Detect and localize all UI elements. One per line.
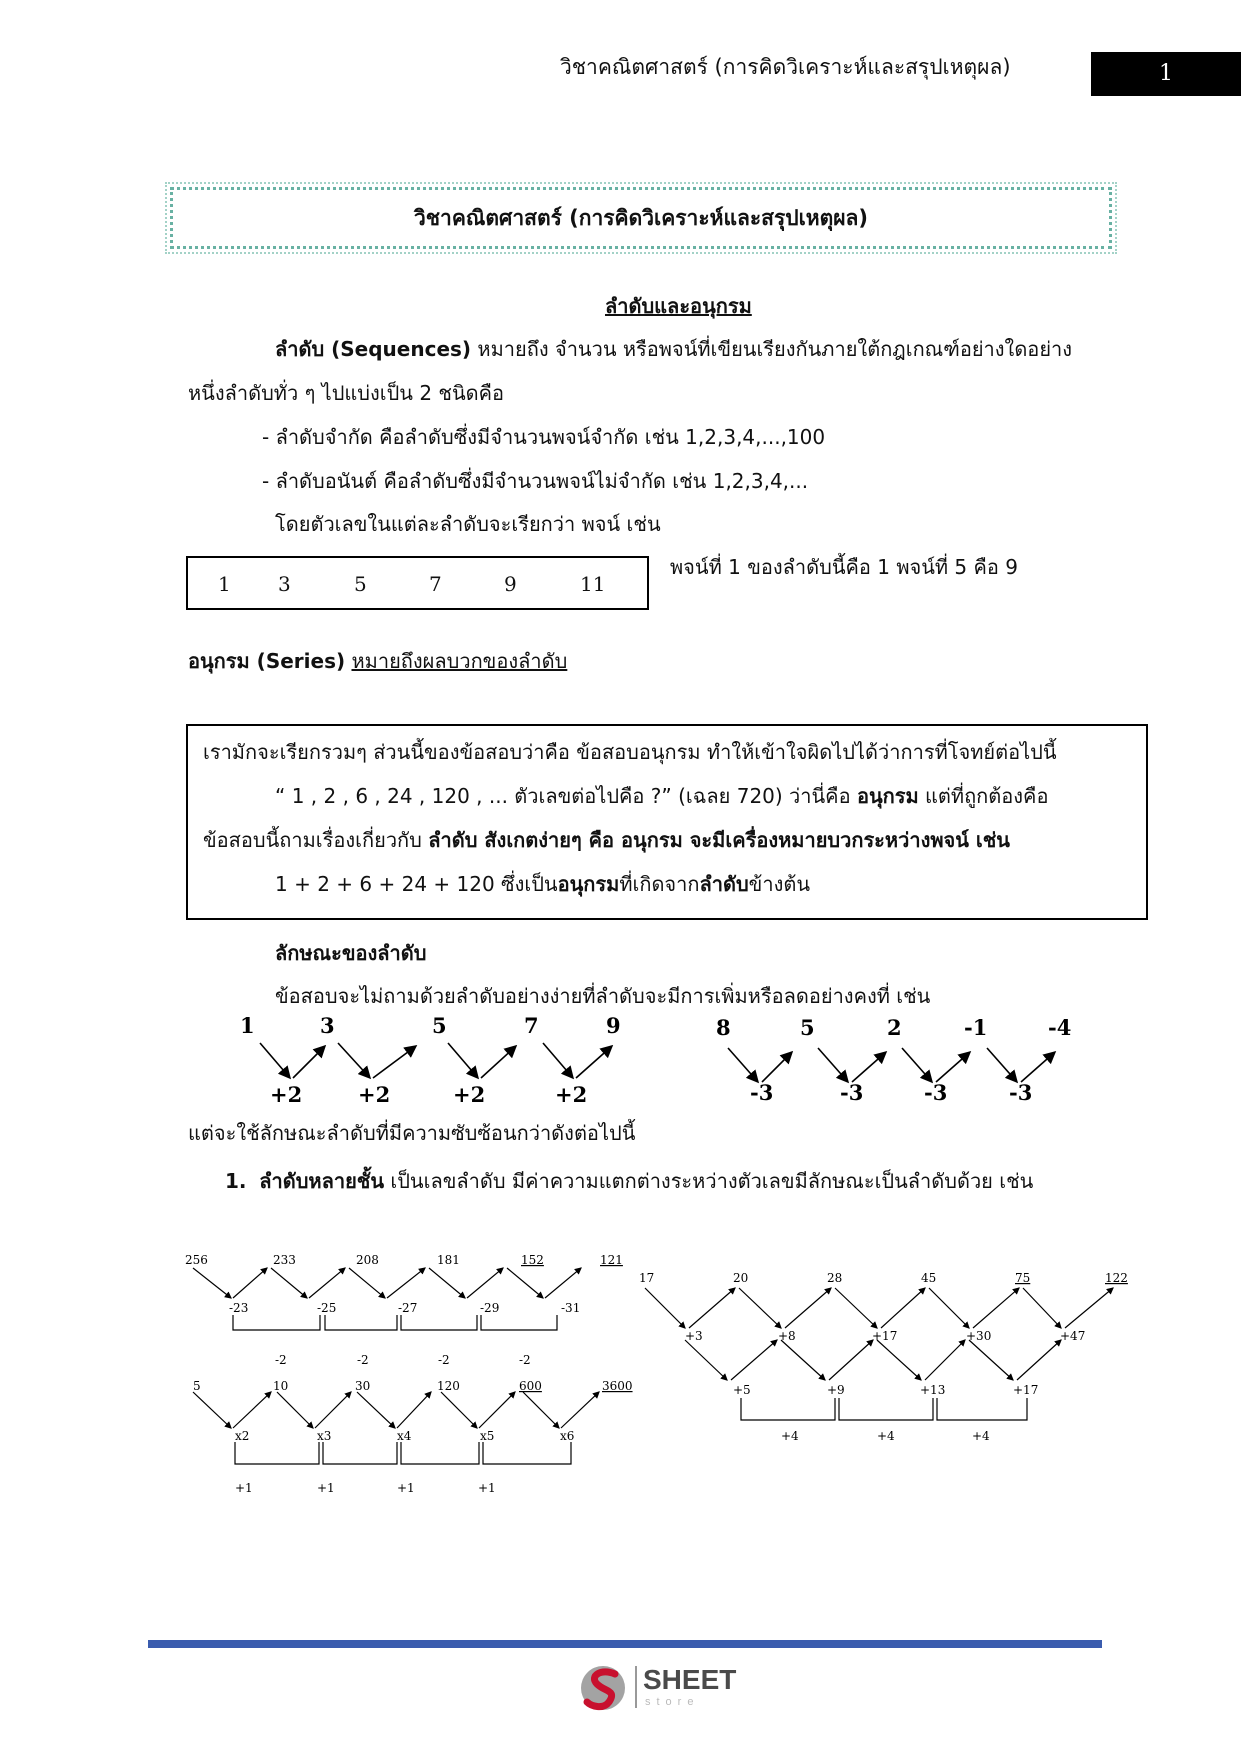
characteristics-heading: ลักษณะของลำดับ bbox=[275, 941, 427, 965]
seq2-diff: -3 bbox=[1009, 1080, 1033, 1105]
section-heading: ลำดับและอนุกรม bbox=[605, 294, 752, 318]
diagram-b-second: +1 bbox=[397, 1481, 415, 1495]
diagram-b-diff: x4 bbox=[397, 1429, 412, 1443]
diagram-c-diff: +17 bbox=[872, 1329, 898, 1343]
diagram-c-third: +4 bbox=[877, 1429, 895, 1443]
diagram-a-term: 181 bbox=[437, 1253, 460, 1267]
footer-logo bbox=[575, 1662, 755, 1714]
diagram-b-term: 120 bbox=[437, 1379, 460, 1393]
item-1-term: ลำดับหลายชั้น bbox=[259, 1169, 385, 1193]
diagram-c-diff: +47 bbox=[1060, 1329, 1086, 1343]
diagram-b-second: +1 bbox=[478, 1481, 496, 1495]
note-line-4b: อนุกรม bbox=[557, 872, 620, 896]
logo-divider bbox=[635, 1666, 637, 1708]
diagram-a-term: 152 bbox=[521, 1253, 544, 1267]
seq1-term: 9 bbox=[606, 1013, 621, 1038]
item-1-text: เป็นเลขลำดับ มีค่าความแตกต่างระหว่างตัวเลขมีลักษณะเป็นลำดับด้วย เช่น bbox=[384, 1169, 1034, 1193]
diagram-c-diff: +8 bbox=[778, 1329, 796, 1343]
diagram-c-diff2: +13 bbox=[920, 1383, 946, 1397]
seq2-term: 2 bbox=[887, 1015, 902, 1040]
diagram-c-third: +4 bbox=[781, 1429, 799, 1443]
seq1-term: 3 bbox=[320, 1013, 335, 1038]
example-term: 11 bbox=[580, 572, 606, 596]
bullet-infinite: - ลำดับอนันต์ คือลำดับซึ่งมีจำนวนพจน์ไม่จำกัด เช่น 1,2,3,4,... bbox=[262, 469, 809, 493]
diagram-a-term: 208 bbox=[356, 1253, 379, 1267]
seq2-diff: -3 bbox=[750, 1080, 774, 1105]
diagram-c-diff2: +9 bbox=[827, 1383, 845, 1397]
seq2-term: 8 bbox=[716, 1015, 731, 1040]
note-line-4a: 1 + 2 + 6 + 24 + 120 ซึ่งเป็น bbox=[275, 872, 558, 896]
diagram-c-term: 20 bbox=[733, 1271, 749, 1285]
diagram-b-term: 3600 bbox=[602, 1379, 633, 1393]
series-def-text: หมายถึงผลบวกของลำดับ bbox=[351, 649, 568, 673]
note-line-3a: ข้อสอบนี้ถามเรื่องเกี่ยวกับ bbox=[203, 828, 429, 852]
definition-term: ลำดับ (Sequences) bbox=[275, 337, 472, 361]
seq2-term: -1 bbox=[964, 1015, 988, 1040]
title-box-text: วิชาคณิตศาสตร์ (การคิดวิเคราะห์และสรุปเหตุผล) bbox=[414, 206, 868, 230]
diagram-c-diff: +3 bbox=[685, 1329, 703, 1343]
logo-main-text: SHEET bbox=[643, 1664, 737, 1695]
diagram-a-diff: -29 bbox=[480, 1301, 500, 1315]
simple-sequence-decreasing bbox=[700, 1008, 1080, 1108]
logo-sub-text: store bbox=[645, 1696, 700, 1708]
example-term: 7 bbox=[429, 572, 442, 596]
example-term: 5 bbox=[354, 572, 367, 596]
example-term: 1 bbox=[218, 572, 231, 596]
note-line-4e: ข้างต้น bbox=[748, 872, 810, 896]
diagram-b-second: +1 bbox=[235, 1481, 253, 1495]
diagram-c-term: 45 bbox=[921, 1271, 937, 1285]
diagram-c-diff: +30 bbox=[966, 1329, 992, 1343]
diagram-b-second: +1 bbox=[317, 1481, 335, 1495]
note-line-4d: ลำดับ bbox=[699, 872, 749, 896]
diagram-b-diff: x3 bbox=[317, 1429, 332, 1443]
diagram-a-term: 121 bbox=[600, 1253, 623, 1267]
diagram-b-diff: x5 bbox=[480, 1429, 495, 1443]
seq1-diff: +2 bbox=[270, 1082, 303, 1107]
complex-intro: แต่จะใช้ลักษณะลำดับที่มีความซับซ้อนกว่าดังต่อไปนี้ bbox=[188, 1121, 636, 1145]
series-term: อนุกรม (Series) bbox=[188, 649, 346, 673]
diagram-a-diff: -25 bbox=[317, 1301, 337, 1315]
seq2-term: 5 bbox=[800, 1015, 815, 1040]
term-intro: โดยตัวเลขในแต่ละลำดับจะเรียกว่า พจน์ เช่น bbox=[275, 512, 661, 536]
diagram-c-diff2: +17 bbox=[1013, 1383, 1039, 1397]
footer-bar bbox=[148, 1640, 1102, 1648]
note-line-2c: แต่ที่ถูกต้องคือ bbox=[918, 784, 1049, 808]
diagram-b-diff: x2 bbox=[235, 1429, 250, 1443]
example-term: 3 bbox=[278, 572, 291, 596]
characteristics-text: ข้อสอบจะไม่ถามด้วยลำดับอย่างง่ายที่ลำดับจะมีการเพิ่มหรือลดอย่างคงที่ เช่น bbox=[275, 984, 931, 1008]
note-line-2 bbox=[275, 781, 1048, 811]
diagram-a-term: 233 bbox=[273, 1253, 296, 1267]
definition-text: หมายถึง จำนวน หรือพจน์ที่เขียนเรียงกันภายใต้กฎเกณฑ์อย่างใดอย่าง bbox=[471, 337, 1073, 361]
diagram-b-diff: x6 bbox=[560, 1429, 575, 1443]
diagram-a-second: -2 bbox=[519, 1353, 531, 1367]
diagram-a-second: -2 bbox=[438, 1353, 450, 1367]
diagram-b-term: 5 bbox=[193, 1379, 201, 1393]
diagram-a-second: -2 bbox=[275, 1353, 287, 1367]
diagram-a-term: 256 bbox=[185, 1253, 208, 1267]
logo-s-icon bbox=[575, 1662, 631, 1714]
seq1-diff: +2 bbox=[555, 1082, 588, 1107]
diagram-a-diff: -31 bbox=[561, 1301, 581, 1315]
multilevel-diagram-multiply bbox=[185, 1379, 633, 1500]
diagram-b-term: 30 bbox=[355, 1379, 371, 1393]
diagram-b-term: 600 bbox=[519, 1379, 542, 1393]
simple-sequence-increasing bbox=[230, 1008, 630, 1108]
diagram-c-term: 75 bbox=[1015, 1271, 1031, 1285]
seq2-term: -4 bbox=[1048, 1015, 1072, 1040]
note-line-3b: ลำดับ สังเกตง่ายๆ คือ อนุกรม จะมีเครื่องหมายบวกระหว่างพจน์ เช่น bbox=[428, 828, 1010, 852]
diagram-c-term: 17 bbox=[639, 1271, 655, 1285]
bullet-finite: - ลำดับจำกัด คือลำดับซึ่งมีจำนวนพจน์จำกัด เช่น 1,2,3,4,...,100 bbox=[262, 425, 826, 449]
page-header-title: วิชาคณิตศาสตร์ (การคิดวิเคราะห์และสรุปเหตุผล) bbox=[560, 55, 1011, 79]
example-note: พจน์ที่ 1 ของลำดับนี้คือ 1 พจน์ที่ 5 คือ 9 bbox=[670, 555, 1018, 579]
diagram-c-diff2: +5 bbox=[733, 1383, 751, 1397]
multilevel-diagram-three-level bbox=[635, 1268, 1135, 1448]
item-1-number: 1. bbox=[225, 1169, 247, 1193]
seq1-diff: +2 bbox=[453, 1082, 486, 1107]
definition-line-1 bbox=[275, 334, 1072, 364]
example-term: 9 bbox=[504, 572, 517, 596]
seq2-diff: -3 bbox=[924, 1080, 948, 1105]
diagram-c-term: 28 bbox=[827, 1271, 843, 1285]
note-line-1: เรามักจะเรียกรวมๆ ส่วนนี้ของข้อสอบว่าคือ ข้อสอบอนุกรม ทำให้เข้าใจผิดไปได้ว่าการที่โจทย์ต่อไปนี้ bbox=[203, 740, 1057, 764]
example-sequence-box bbox=[186, 556, 649, 610]
multilevel-diagram-subtract bbox=[185, 1250, 625, 1380]
note-line-2b: อนุกรม bbox=[856, 784, 919, 808]
seq2-diff: -3 bbox=[840, 1080, 864, 1105]
diagram-b-term: 10 bbox=[273, 1379, 289, 1393]
title-box bbox=[170, 187, 1112, 249]
series-definition bbox=[188, 646, 567, 676]
definition-line-2: หนึ่งลำดับทั่ว ๆ ไปแบ่งเป็น 2 ชนิดคือ bbox=[188, 381, 505, 405]
diagram-a-second: -2 bbox=[357, 1353, 369, 1367]
page-number-badge: 1 bbox=[1091, 52, 1241, 96]
note-line-4c: ที่เกิดจาก bbox=[619, 872, 700, 896]
seq1-term: 7 bbox=[524, 1013, 539, 1038]
seq1-diff: +2 bbox=[358, 1082, 391, 1107]
note-line-3 bbox=[203, 825, 1010, 855]
diagram-c-term: 122 bbox=[1105, 1271, 1128, 1285]
note-line-2a: “ 1 , 2 , 6 , 24 , 120 , ... ตัวเลขต่อไปคือ ?” (เฉลย 720) ว่านี่คือ bbox=[275, 784, 857, 808]
item-1 bbox=[225, 1166, 1033, 1196]
note-line-4 bbox=[275, 869, 810, 899]
diagram-a-diff: -23 bbox=[229, 1301, 249, 1315]
diagram-c-third: +4 bbox=[972, 1429, 990, 1443]
diagram-a-diff: -27 bbox=[398, 1301, 418, 1315]
seq1-term: 1 bbox=[240, 1013, 255, 1038]
seq1-term: 5 bbox=[432, 1013, 447, 1038]
